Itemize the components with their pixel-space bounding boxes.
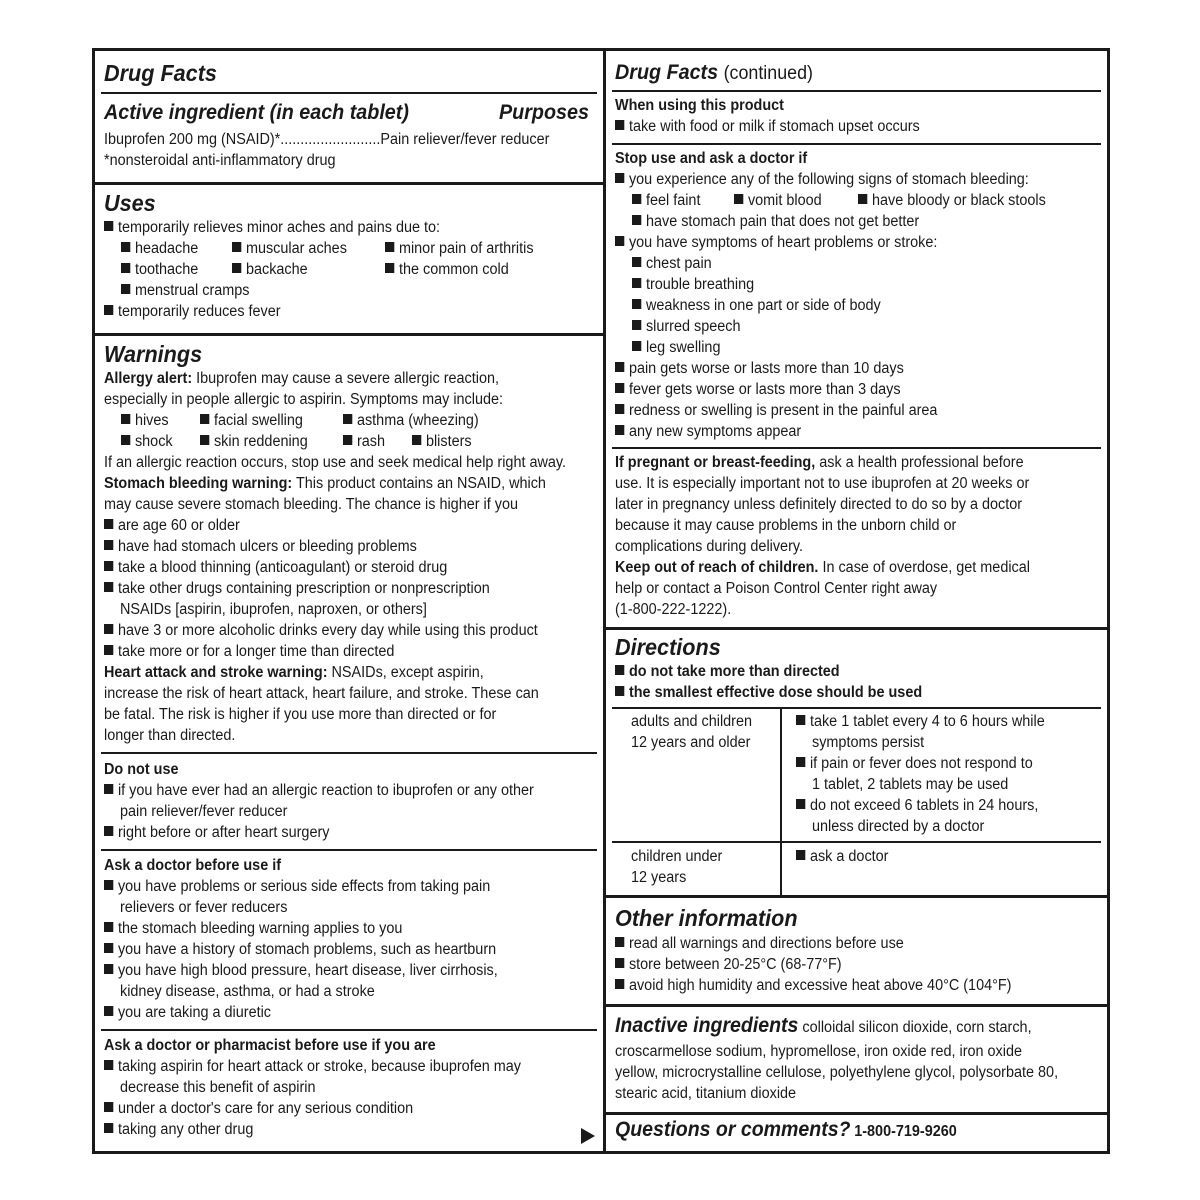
directions-bullet: do not take more than directed	[615, 661, 840, 682]
stop-use-item: redness or swelling is present in the painful area	[615, 400, 937, 421]
section-divider	[606, 895, 1107, 898]
bullet-icon	[121, 242, 130, 252]
bullet-icon	[632, 320, 641, 330]
uses-subitem: minor pain of arthritis	[385, 238, 534, 259]
keep-out-of-reach: Keep out of reach of children. In case of overdose, get medical	[615, 559, 1030, 576]
age-group-adults: 12 years and older	[631, 734, 751, 751]
bullet-icon	[121, 414, 130, 424]
stomach-item-cont: NSAIDs [aspirin, ibuprofen, naproxen, or others]	[120, 601, 427, 618]
bullet-icon	[104, 624, 113, 634]
purposes-heading: Purposes	[499, 101, 589, 124]
ask-pharmacist-heading: Ask a doctor or pharmacist before use if you are	[104, 1037, 436, 1054]
dose-instruction-cont: 1 tablet, 2 tablets may be used	[812, 776, 1009, 793]
stop-use-subitem: leg swelling	[632, 337, 720, 358]
ask-doctor-item: you are taking a diuretic	[104, 1002, 271, 1023]
section-divider	[606, 1112, 1107, 1115]
other-info-heading: Other information	[615, 905, 798, 931]
uses-item: temporarily relieves minor aches and pains due to:	[104, 217, 440, 238]
bullet-icon	[104, 943, 113, 953]
uses-subitem: muscular aches	[232, 238, 347, 259]
pregnancy-text: later in pregnancy unless definitely directed to do so by a doctor	[615, 496, 1023, 513]
bullet-icon	[632, 278, 641, 288]
heart-text: be fatal. The risk is higher if you use more than directed or for	[104, 706, 497, 723]
questions-heading: Questions or comments?	[615, 1118, 851, 1141]
ask-pharmacist-item: taking any other drug	[104, 1119, 253, 1140]
other-info-item: read all warnings and directions before use	[615, 933, 904, 954]
bullet-icon	[734, 194, 743, 204]
pregnancy-warning: If pregnant or breast-feeding, ask a health professional before	[615, 454, 1024, 471]
bullet-icon	[104, 561, 113, 571]
ask-doctor-heading: Ask a doctor before use if	[104, 857, 282, 874]
inactive-ingredients-text: stearic acid, titanium dioxide	[615, 1085, 797, 1102]
bullet-icon	[121, 284, 130, 294]
stop-use-subitem: have stomach pain that does not get better	[632, 211, 919, 232]
bullet-icon	[615, 937, 624, 947]
bullet-icon	[796, 757, 805, 767]
bullet-icon	[615, 236, 624, 246]
inactive-ingredients-text: croscarmellose sodium, hypromellose, iron oxide red, iron oxide	[615, 1043, 1023, 1060]
drug-facts-title: Drug Facts	[104, 60, 217, 86]
bullet-icon	[412, 435, 421, 445]
bullet-icon	[632, 194, 641, 204]
age-group-children: children under	[631, 848, 723, 865]
bullet-icon	[385, 263, 394, 273]
dose-instruction: ask a doctor	[796, 846, 888, 867]
do-not-use-item-cont: pain reliever/fever reducer	[120, 803, 288, 820]
ask-doctor-item: you have problems or serious side effects from taking pain	[104, 876, 490, 897]
ask-doctor-item-cont: relievers or fever reducers	[120, 899, 288, 916]
ask-pharmacist-item: under a doctor's care for any serious condition	[104, 1098, 413, 1119]
subsection-divider	[101, 1029, 597, 1031]
when-using-item: take with food or milk if stomach upset occurs	[615, 116, 920, 137]
bullet-icon	[104, 645, 113, 655]
bullet-icon	[104, 784, 113, 794]
stomach-warning: Stomach bleeding warning: This product contains an NSAID, which	[104, 475, 546, 492]
bullet-icon	[200, 414, 209, 424]
bullet-icon	[104, 305, 113, 315]
left-column	[95, 51, 606, 1151]
stop-use-heading: Stop use and ask a doctor if	[615, 150, 808, 167]
stop-use-subitem: have bloody or black stools	[858, 190, 1046, 211]
stomach-item: take other drugs containing prescription or nonprescription	[104, 578, 490, 599]
active-ingredient-line: Ibuprofen 200 mg (NSAID)*.........................Pain reliever/fever reducer	[104, 131, 550, 148]
symptom-item: asthma (wheezing)	[343, 410, 479, 431]
section-divider	[606, 627, 1107, 630]
stop-use-subitem: chest pain	[632, 253, 712, 274]
bullet-icon	[232, 263, 241, 273]
uses-subitem: backache	[232, 259, 308, 280]
bullet-icon	[615, 979, 624, 989]
heart-text: longer than directed.	[104, 727, 236, 744]
stop-use-item: any new symptoms appear	[615, 421, 801, 442]
when-using-heading: When using this product	[615, 97, 784, 114]
subsection-divider	[612, 447, 1101, 449]
uses-item: temporarily reduces fever	[104, 301, 281, 322]
bullet-icon	[632, 215, 641, 225]
symptom-item: shock	[121, 431, 173, 452]
bullet-icon	[385, 242, 394, 252]
ask-pharmacist-item-cont: decrease this benefit of aspirin	[120, 1079, 316, 1096]
do-not-use-item: right before or after heart surgery	[104, 822, 329, 843]
symptom-item: hives	[121, 410, 169, 431]
bullet-icon	[104, 880, 113, 890]
section-divider	[95, 182, 603, 185]
bullet-icon	[615, 665, 624, 675]
age-group-adults: adults and children	[631, 713, 753, 730]
heart-text: increase the risk of heart attack, heart failure, and stroke. These can	[104, 685, 539, 702]
pregnancy-text: complications during delivery.	[615, 538, 804, 555]
active-ingredient-heading: Active ingredient (in each tablet)	[104, 101, 409, 124]
ask-doctor-item: you have high blood pressure, heart disease, liver cirrhosis,	[104, 960, 498, 981]
bullet-icon	[615, 120, 624, 130]
age-group-children: 12 years	[631, 869, 687, 886]
right-column	[606, 51, 1107, 1151]
dose-instruction-cont: unless directed by a doctor	[812, 818, 985, 835]
bullet-icon	[104, 519, 113, 529]
stop-use-subitem: trouble breathing	[632, 274, 754, 295]
uses-subitem: the common cold	[385, 259, 509, 280]
heart-warning: Heart attack and stroke warning: NSAIDs, except aspirin,	[104, 664, 484, 681]
bullet-icon	[615, 425, 624, 435]
ask-doctor-item: the stomach bleeding warning applies to you	[104, 918, 402, 939]
allergy-alert: Allergy alert: Ibuprofen may cause a severe allergic reaction,	[104, 370, 500, 387]
bullet-icon	[121, 435, 130, 445]
bullet-icon	[104, 922, 113, 932]
uses-heading: Uses	[104, 190, 156, 216]
bullet-icon	[104, 1060, 113, 1070]
dose-instruction: do not exceed 6 tablets in 24 hours,	[796, 795, 1038, 816]
title-divider	[612, 90, 1101, 92]
drug-facts-label	[92, 48, 1110, 1154]
ask-doctor-item: you have a history of stomach problems, such as heartburn	[104, 939, 496, 960]
bullet-icon	[615, 404, 624, 414]
stop-use-subitem: feel faint	[632, 190, 700, 211]
bullet-icon	[615, 686, 624, 696]
stop-use-item: you have symptoms of heart problems or stroke:	[615, 232, 937, 253]
uses-subitem: headache	[121, 238, 198, 259]
subsection-divider	[612, 143, 1101, 145]
bullet-icon	[104, 540, 113, 550]
continue-arrow-icon	[581, 1128, 595, 1144]
bullet-icon	[104, 582, 113, 592]
bullet-icon	[343, 435, 352, 445]
bullet-icon	[104, 221, 113, 231]
symptom-item: facial swelling	[200, 410, 303, 431]
directions-bullet: the smallest effective dose should be used	[615, 682, 922, 703]
bullet-icon	[104, 1102, 113, 1112]
stomach-item: are age 60 or older	[104, 515, 240, 536]
stomach-item: take a blood thinning (anticoagulant) or steroid drug	[104, 557, 447, 578]
bullet-icon	[615, 173, 624, 183]
bullet-icon	[615, 362, 624, 372]
allergy-end: If an allergic reaction occurs, stop use and seek medical help right away.	[104, 454, 567, 471]
stop-use-item: pain gets worse or lasts more than 10 days	[615, 358, 904, 379]
footnote: *nonsteroidal anti-inflammatory drug	[104, 152, 336, 169]
ask-pharmacist-item: taking aspirin for heart attack or stroke, because ibuprofen may	[104, 1056, 521, 1077]
bullet-icon	[104, 964, 113, 974]
directions-table-column-divider	[780, 707, 782, 895]
bullet-icon	[343, 414, 352, 424]
subsection-divider	[101, 849, 597, 851]
pregnancy-text: use. It is especially important not to use ibuprofen at 20 weeks or	[615, 475, 1030, 492]
stop-use-item: fever gets worse or lasts more than 3 days	[615, 379, 901, 400]
bullet-icon	[858, 194, 867, 204]
poison-control-phone: (1-800-222-1222).	[615, 601, 732, 618]
ask-doctor-item-cont: kidney disease, asthma, or had a stroke	[120, 983, 375, 1000]
stop-use-item: you experience any of the following signs of stomach bleeding:	[615, 169, 1029, 190]
questions-phone: 1-800-719-9260	[854, 1123, 957, 1140]
stomach-item: have had stomach ulcers or bleeding problems	[104, 536, 417, 557]
do-not-use-heading: Do not use	[104, 761, 179, 778]
uses-subitem: menstrual cramps	[121, 280, 250, 301]
bullet-icon	[796, 715, 805, 725]
dose-instruction: take 1 tablet every 4 to 6 hours while	[796, 711, 1045, 732]
bullet-icon	[796, 850, 805, 860]
inactive-ingredients: Inactive ingredients colloidal silicon dioxide, corn starch,	[615, 1014, 1032, 1037]
other-info-item: avoid high humidity and excessive heat above 40°C (104°F)	[615, 975, 1011, 996]
pregnancy-text: because it may cause problems in the unborn child or	[615, 517, 957, 534]
dose-instruction-cont: symptoms persist	[812, 734, 925, 751]
bullet-icon	[632, 257, 641, 267]
allergy-text: especially in people allergic to aspirin. Symptoms may include:	[104, 391, 504, 408]
symptom-item: blisters	[412, 431, 472, 452]
bullet-icon	[615, 383, 624, 393]
symptom-item: rash	[343, 431, 385, 452]
bullet-icon	[632, 341, 641, 351]
bullet-icon	[104, 1006, 113, 1016]
stop-use-subitem: weakness in one part or side of body	[632, 295, 881, 316]
bullet-icon	[632, 299, 641, 309]
directions-heading: Directions	[615, 634, 721, 660]
bullet-icon	[796, 799, 805, 809]
stop-use-subitem: slurred speech	[632, 316, 741, 337]
other-info-item: store between 20-25°C (68-77°F)	[615, 954, 842, 975]
stomach-item: have 3 or more alcoholic drinks every day while using this product	[104, 620, 538, 641]
bullet-icon	[200, 435, 209, 445]
symptom-item: skin reddening	[200, 431, 308, 452]
inactive-ingredients-text: yellow, microcrystalline cellulose, polyethylene glycol, polysorbate 80,	[615, 1064, 1059, 1081]
directions-table-row-divider	[612, 841, 1101, 843]
subsection-divider	[101, 752, 597, 754]
dose-instruction: if pain or fever does not respond to	[796, 753, 1033, 774]
do-not-use-item: if you have ever had an allergic reaction to ibuprofen or any other	[104, 780, 534, 801]
questions-line	[615, 1119, 957, 1142]
bullet-icon	[104, 826, 113, 836]
bullet-icon	[232, 242, 241, 252]
bullet-icon	[615, 958, 624, 968]
overdose-text: help or contact a Poison Control Center right away	[615, 580, 938, 597]
drug-facts-continued-title: Drug Facts (continued)	[615, 61, 813, 84]
bullet-icon	[121, 263, 130, 273]
stop-use-subitem: vomit blood	[734, 190, 822, 211]
uses-subitem: toothache	[121, 259, 198, 280]
inactive-ingredients-heading: Inactive ingredients	[615, 1014, 799, 1037]
title-divider	[101, 92, 597, 94]
warnings-heading: Warnings	[104, 341, 203, 367]
stomach-text: may cause severe stomach bleeding. The chance is higher if you	[104, 496, 518, 513]
section-divider	[95, 333, 603, 336]
directions-table-top	[612, 707, 1101, 709]
stomach-item: take more or for a longer time than directed	[104, 641, 394, 662]
section-divider	[606, 1004, 1107, 1007]
bullet-icon	[104, 1123, 113, 1133]
